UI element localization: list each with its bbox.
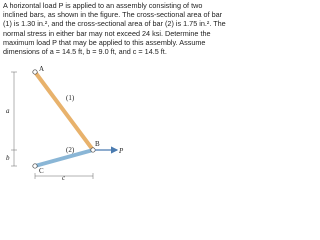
- label-bar-1: (1): [66, 94, 75, 102]
- problem-line: maximum load P that may be applied to this assembly. Assume: [3, 37, 206, 47]
- problem-line: normal stress in either bar may not exceed 24 ksi. Determine the: [3, 28, 211, 38]
- label-point-a: A: [39, 65, 45, 73]
- label-dim-b: b: [6, 154, 10, 162]
- pin-b-circle: [91, 148, 95, 152]
- pin-a-circle: [33, 70, 37, 74]
- bar-1-line: [35, 72, 93, 150]
- label-dim-a: a: [6, 107, 10, 115]
- label-point-c: C: [39, 167, 44, 175]
- problem-line: inclined bars, as shown in the figure. The cross-sectional area of bar: [3, 10, 223, 20]
- problem-line: dimensions of a = 14.5 ft, b = 9.0 ft, and c = 14.5 ft.: [3, 47, 167, 57]
- problem-line: A horizontal load P is applied to an assembly consisting of two: [3, 1, 203, 10]
- pin-c-circle: [33, 164, 37, 168]
- bar-2-line: [35, 150, 93, 166]
- label-dim-c: c: [62, 174, 66, 182]
- label-bar-2: (2): [66, 146, 75, 154]
- problem-line: (1) is 1.30 in.², and the cross-sectional area of bar (2) is 1.75 in.². The: [3, 19, 226, 29]
- label-load-p: P: [119, 147, 124, 155]
- label-point-b: B: [95, 140, 100, 148]
